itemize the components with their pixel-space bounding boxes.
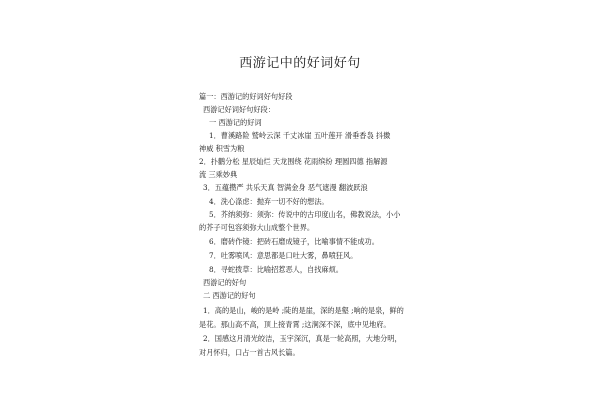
sentence-line-2b: 对月怀归，口占一首古风长篇。 [199, 348, 300, 357]
words-line-2a: 2．扑鹳分松 星辰灿烂 天龙围绕 花雨缤纷 理圆四德 指解源 [199, 157, 388, 166]
words-line-2b: 流 三乘妙典 [199, 170, 238, 179]
section-heading-sentences: 二 西游记的好句 [203, 291, 256, 300]
list-item-6: 6．磨砖作镜：把砖石磨成镜子，比喻事情不能成功。 [209, 237, 379, 246]
list-item-5b: 的芥子可包容须弥大山成整个世界。 [199, 223, 315, 232]
subheading-sentences: 西游记的好句 [203, 278, 247, 287]
sentence-line-1a: 1．高的是山，峻的是岭 ;陡的是崖，深的是壑 ;响的是泉，鲜的 [203, 306, 404, 315]
document-title: 西游记中的好词好句 [239, 56, 361, 71]
words-line-1b: 神威 积雪为粮 [199, 144, 245, 153]
list-item-5a: 5．芥纳须弥：须弥：传说中的古印度山名，佛教说法，小小 [209, 210, 401, 219]
chapter-heading: 篇一：西游记的好词好句好段 [199, 92, 293, 101]
list-item-8: 8．寻蛇拨草：比喻招惹恶人，自找麻烦。 [209, 265, 343, 274]
sentence-line-1b: 是花。那山高不高，顶上接青霄 ;这涧深不深，底中见地府。 [199, 320, 391, 329]
section-heading-words: 一 西游记的好词 [209, 118, 262, 127]
list-item-4: 4．洗心涤虑：抛弃一切不好的想法。 [209, 197, 329, 206]
sentence-line-2a: 2．国感这月清光皎洁，玉宇深沉，真是一轮高照，大地分明， [203, 334, 402, 343]
words-line-1a: 1．曹溪路险 鹫岭云深 千丈冰崖 五叶莲开 滑垂香袅 抖擞 [209, 131, 391, 140]
list-item-7: 7．吐雾喷风：意思都是口吐大雾，鼻喷狂风。 [209, 251, 358, 260]
words-line-3: 3．五蕴攒严 共乐天真 智满金身 恶气遮漫 翻波跃浪 [203, 183, 368, 192]
intro-label: 西游记好词好句好段： [203, 105, 275, 114]
